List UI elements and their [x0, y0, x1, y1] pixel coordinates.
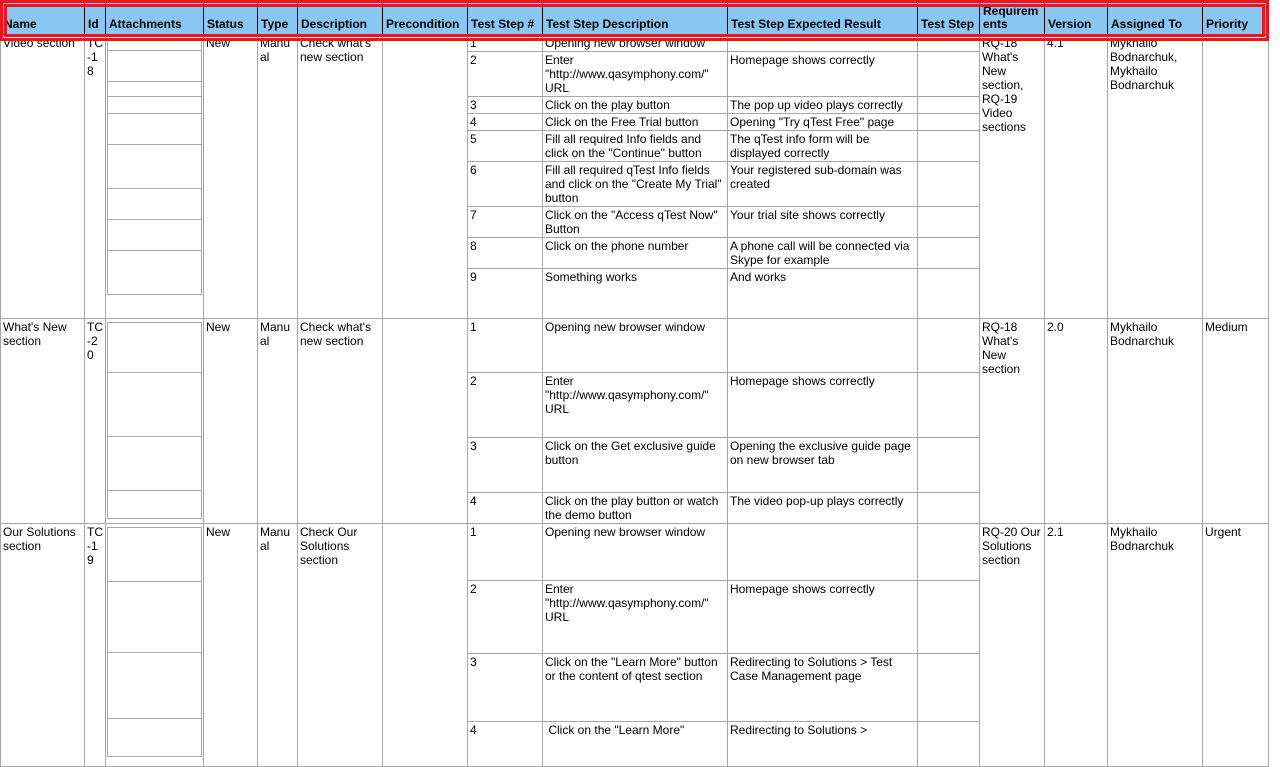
assigned-to-cell[interactable]: Mykhailo Bodnarchuk, Mykhailo Bodnarchuk	[1108, 35, 1203, 319]
step-expected-cell[interactable]: A phone call will be connected via Skype for example	[728, 238, 918, 269]
column-header-assigned-to[interactable]: Assigned To	[1108, 1, 1203, 35]
step-description-cell[interactable]: Click on the play button or watch the demo button	[543, 493, 728, 524]
test-step-cell[interactable]	[918, 162, 980, 207]
attachment-slot[interactable]	[107, 719, 202, 757]
requirements-cell[interactable]: RQ-18 What's New section	[980, 319, 1045, 524]
attachments-cell[interactable]	[106, 524, 204, 767]
attachment-slot[interactable]	[107, 145, 202, 189]
step-description-cell[interactable]: Enter "http://www.qasymphony.com/" URL	[543, 52, 728, 97]
step-number-cell[interactable]: 3	[468, 97, 543, 114]
step-description-cell[interactable]: Click on the Get exclusive guide button	[543, 438, 728, 493]
attachment-slot[interactable]	[107, 82, 202, 97]
step-description-cell[interactable]: Enter "http://www.qasymphony.com/" URL	[543, 581, 728, 654]
step-expected-cell[interactable]: Your registered sub-domain was created	[728, 162, 918, 207]
attachment-slot[interactable]	[107, 251, 202, 295]
type-cell[interactable]: Manual	[258, 524, 298, 767]
step-number-cell[interactable]: 5	[468, 131, 543, 162]
attachment-slot[interactable]	[107, 373, 202, 437]
step-expected-cell[interactable]: The pop up video plays correctly	[728, 97, 918, 114]
priority-cell[interactable]: Medium	[1203, 319, 1269, 524]
step-description-cell[interactable]: Click on the Free Trial button	[543, 114, 728, 131]
test-step-cell[interactable]	[918, 207, 980, 238]
version-cell[interactable]: 2.0	[1045, 319, 1108, 524]
id-cell[interactable]: TC-18	[85, 35, 106, 319]
step-number-cell[interactable]: 2	[468, 581, 543, 654]
description-cell[interactable]: Check Our Solutions section	[298, 524, 383, 767]
header-row	[1, 1, 1269, 35]
column-header-name[interactable]: Name	[1, 1, 85, 35]
step-number-cell[interactable]: 1	[468, 35, 543, 52]
step-expected-cell[interactable]: Redirecting to Solutions >	[728, 722, 918, 767]
step-number-cell[interactable]: 9	[468, 269, 543, 319]
column-header-priority[interactable]: Priority	[1203, 1, 1269, 35]
assigned-to-cell[interactable]: Mykhailo Bodnarchuk	[1108, 524, 1203, 767]
precondition-cell[interactable]	[383, 524, 468, 767]
step-expected-cell[interactable]	[728, 524, 918, 581]
attachment-stack	[107, 322, 202, 519]
name-cell[interactable]: What's New section	[1, 319, 85, 524]
step-description-cell[interactable]: Opening new browser window	[543, 319, 728, 373]
test-step-cell[interactable]	[918, 319, 980, 373]
test-step-cell[interactable]	[918, 52, 980, 97]
name-cell[interactable]: Our Solutions section	[1, 524, 85, 767]
test-step-cell[interactable]	[918, 97, 980, 114]
version-cell[interactable]: 4.1	[1045, 35, 1108, 319]
type-cell[interactable]: Manual	[258, 319, 298, 524]
step-description-cell[interactable]: Click on the "Learn More" button or the content of qtest section	[543, 654, 728, 722]
test-step-cell[interactable]	[918, 238, 980, 269]
description-cell[interactable]: Check what's new section	[298, 35, 383, 319]
step-number-cell[interactable]: 1	[468, 319, 543, 373]
step-expected-cell[interactable]: The qTest info form will be displayed correctly	[728, 131, 918, 162]
step-row	[1, 524, 1269, 581]
step-number-cell[interactable]: 2	[468, 52, 543, 97]
column-header-type[interactable]: Type	[258, 1, 298, 35]
step-expected-cell[interactable]: Opening "Try qTest Free" page	[728, 114, 918, 131]
attachment-slot[interactable]	[107, 491, 202, 519]
step-row	[1, 319, 1269, 373]
column-header-attachments[interactable]: Attachments	[106, 1, 204, 35]
step-number-cell[interactable]: 4	[468, 114, 543, 131]
step-description-cell[interactable]: Something works	[543, 269, 728, 319]
precondition-cell[interactable]	[383, 319, 468, 524]
attachment-slot[interactable]	[107, 653, 202, 719]
column-header-precondition[interactable]: Precondition	[383, 1, 468, 35]
assigned-to-cell[interactable]: Mykhailo Bodnarchuk	[1108, 319, 1203, 524]
attachment-slot[interactable]	[107, 97, 202, 114]
step-expected-cell[interactable]: Opening the exclusive guide page on new browser tab	[728, 438, 918, 493]
attachments-cell[interactable]	[106, 319, 204, 524]
test-step-cell[interactable]	[918, 493, 980, 524]
step-expected-cell[interactable]	[728, 319, 918, 373]
test-step-cell[interactable]	[918, 269, 980, 319]
test-step-cell[interactable]	[918, 438, 980, 493]
status-cell[interactable]: New	[204, 35, 258, 319]
attachment-slot[interactable]	[107, 114, 202, 145]
step-expected-cell[interactable]: Homepage shows correctly	[728, 373, 918, 438]
attachment-slot[interactable]	[107, 437, 202, 491]
status-cell[interactable]: New	[204, 524, 258, 767]
step-number-cell[interactable]: 6	[468, 162, 543, 207]
step-expected-cell[interactable]: And works	[728, 269, 918, 319]
test-step-cell[interactable]	[918, 722, 980, 767]
step-description-cell[interactable]: Click on the play button	[543, 97, 728, 114]
column-header-version[interactable]: Version	[1045, 1, 1108, 35]
attachment-slot[interactable]	[107, 189, 202, 220]
step-description-cell[interactable]: Opening new browser window	[543, 35, 728, 52]
step-expected-cell[interactable]: Homepage shows correctly	[728, 52, 918, 97]
priority-cell[interactable]: Urgent	[1203, 524, 1269, 767]
attachment-slot[interactable]	[107, 51, 202, 82]
column-header-test-step[interactable]: Test Step	[918, 1, 980, 35]
column-header-test-step-number[interactable]: Test Step #	[468, 1, 543, 35]
test-step-cell[interactable]	[918, 35, 980, 52]
requirements-cell[interactable]: RQ-20 Our Solutions section	[980, 524, 1045, 767]
test-step-cell[interactable]	[918, 581, 980, 654]
test-step-cell[interactable]	[918, 131, 980, 162]
test-step-cell[interactable]	[918, 114, 980, 131]
step-description-cell[interactable]: Click on the "Learn More"	[543, 722, 728, 767]
test-step-cell[interactable]	[918, 654, 980, 722]
test-step-cell[interactable]	[918, 373, 980, 438]
id-cell[interactable]: TC-20	[85, 319, 106, 524]
type-cell[interactable]: Manual	[258, 35, 298, 319]
priority-cell[interactable]	[1203, 35, 1269, 319]
step-number-cell[interactable]: 4	[468, 722, 543, 767]
column-header-description[interactable]: Description	[298, 1, 383, 35]
column-header-test-step-expected-result[interactable]: Test Step Expected Result	[728, 1, 918, 35]
step-expected-cell[interactable]	[728, 35, 918, 52]
step-number-cell[interactable]: 1	[468, 524, 543, 581]
attachment-slot[interactable]	[107, 582, 202, 653]
step-expected-cell[interactable]: The video pop-up plays correctly	[728, 493, 918, 524]
name-cell[interactable]: Video section	[1, 35, 85, 319]
step-number-cell[interactable]: 3	[468, 654, 543, 722]
column-header-status[interactable]: Status	[204, 1, 258, 35]
step-number-cell[interactable]: 8	[468, 238, 543, 269]
attachment-stack	[107, 527, 202, 757]
attachment-slot[interactable]	[107, 322, 202, 373]
step-expected-cell[interactable]: Your trial site shows correctly	[728, 207, 918, 238]
step-description-cell[interactable]: Fill all required qTest Info fields and click on the "Create My Trial" button	[543, 162, 728, 207]
step-description-cell[interactable]: Opening new browser window	[543, 524, 728, 581]
attachment-slot[interactable]	[107, 220, 202, 251]
step-expected-cell[interactable]: Redirecting to Solutions > Test Case Management page	[728, 654, 918, 722]
status-cell[interactable]: New	[204, 319, 258, 524]
attachment-slot[interactable]	[107, 38, 202, 51]
id-cell[interactable]: TC-19	[85, 524, 106, 767]
column-header-test-step-description[interactable]: Test Step Description	[543, 1, 728, 35]
description-cell[interactable]: Check what's new section	[298, 319, 383, 524]
column-header-requirements[interactable]: Requirements	[980, 1, 1045, 35]
step-description-cell[interactable]: Click on the "Access qTest Now" Button	[543, 207, 728, 238]
requirements-cell[interactable]: RQ-18 What's New section, RQ-19 Video sections	[980, 35, 1045, 319]
precondition-cell[interactable]	[383, 35, 468, 319]
attachments-cell[interactable]	[106, 35, 204, 319]
step-number-cell[interactable]: 3	[468, 438, 543, 493]
step-number-cell[interactable]: 7	[468, 207, 543, 238]
step-number-cell[interactable]: 4	[468, 493, 543, 524]
attachment-slot[interactable]	[107, 527, 202, 582]
step-number-cell[interactable]: 2	[468, 373, 543, 438]
step-description-cell[interactable]: Click on the phone number	[543, 238, 728, 269]
column-header-id[interactable]: Id	[85, 1, 106, 35]
attachment-stack	[107, 38, 202, 295]
version-cell[interactable]: 2.1	[1045, 524, 1108, 767]
step-expected-cell[interactable]: Homepage shows correctly	[728, 581, 918, 654]
step-row	[1, 35, 1269, 52]
step-description-cell[interactable]: Enter "http://www.qasymphony.com/" URL	[543, 373, 728, 438]
test-step-cell[interactable]	[918, 524, 980, 581]
step-description-cell[interactable]: Fill all required Info fields and click on the "Continue" button	[543, 131, 728, 162]
